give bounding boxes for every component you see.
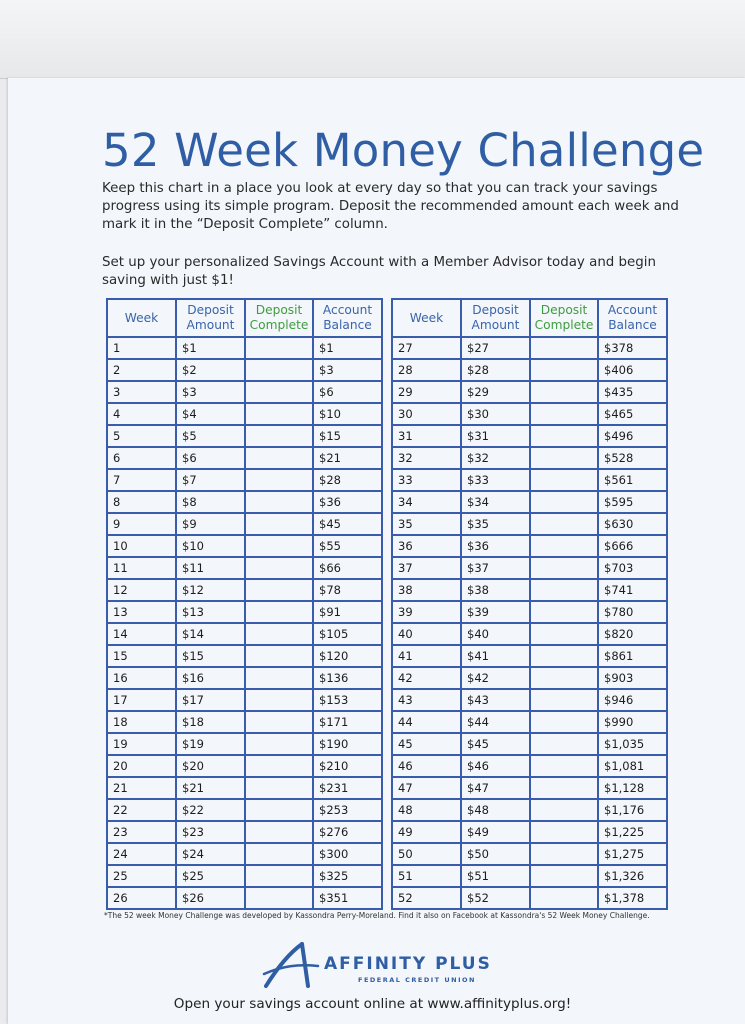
account-balance-cell: $1,225 <box>598 821 667 843</box>
account-balance-cell: $351 <box>313 887 382 909</box>
table-row <box>107 711 382 733</box>
table-row <box>392 777 667 799</box>
table-row <box>392 689 667 711</box>
deposit-amount-cell: $4 <box>176 403 245 425</box>
deposit-amount-cell: $15 <box>176 645 245 667</box>
deposit-amount-cell: $5 <box>176 425 245 447</box>
deposit-amount-cell: $44 <box>461 711 530 733</box>
week-cell: 37 <box>392 557 461 579</box>
deposit-amount-cell: $47 <box>461 777 530 799</box>
table-row <box>392 447 667 469</box>
week-cell: 46 <box>392 755 461 777</box>
table-row <box>392 425 667 447</box>
table-row <box>107 799 382 821</box>
deposit-amount-cell: $46 <box>461 755 530 777</box>
week-cell: 2 <box>107 359 176 381</box>
account-balance-cell: $105 <box>313 623 382 645</box>
table-row <box>392 491 667 513</box>
table-row <box>392 799 667 821</box>
deposit-complete-checkbox-cell[interactable] <box>530 557 598 579</box>
table-row <box>392 513 667 535</box>
account-balance-cell: $91 <box>313 601 382 623</box>
account-balance-cell: $300 <box>313 843 382 865</box>
account-balance-cell: $45 <box>313 513 382 535</box>
week-cell: 25 <box>107 865 176 887</box>
account-balance-cell: $990 <box>598 711 667 733</box>
deposit-amount-cell: $19 <box>176 733 245 755</box>
week-cell: 35 <box>392 513 461 535</box>
deposit-amount-cell: $16 <box>176 667 245 689</box>
account-balance-cell: $1,128 <box>598 777 667 799</box>
deposit-amount-cell: $11 <box>176 557 245 579</box>
table-row <box>107 887 382 909</box>
table-row <box>392 843 667 865</box>
header-deposit-amount: Deposit Amount <box>461 299 530 337</box>
account-balance-cell: $595 <box>598 491 667 513</box>
table-row <box>392 337 667 359</box>
week-cell: 51 <box>392 865 461 887</box>
deposit-complete-checkbox-cell[interactable] <box>245 535 313 557</box>
week-cell: 10 <box>107 535 176 557</box>
account-balance-cell: $10 <box>313 403 382 425</box>
week-cell: 39 <box>392 601 461 623</box>
week-cell: 8 <box>107 491 176 513</box>
deposit-amount-cell: $43 <box>461 689 530 711</box>
deposit-complete-checkbox-cell[interactable] <box>245 447 313 469</box>
table-row <box>392 821 667 843</box>
table-row <box>107 623 382 645</box>
deposit-amount-cell: $14 <box>176 623 245 645</box>
table-header-row <box>107 299 382 337</box>
table-row <box>392 887 667 909</box>
account-balance-cell: $903 <box>598 667 667 689</box>
deposit-amount-cell: $7 <box>176 469 245 491</box>
table-row <box>107 557 382 579</box>
week-cell: 44 <box>392 711 461 733</box>
deposit-amount-cell: $25 <box>176 865 245 887</box>
account-balance-cell: $1,176 <box>598 799 667 821</box>
table-row <box>107 579 382 601</box>
week-cell: 38 <box>392 579 461 601</box>
deposit-amount-cell: $22 <box>176 799 245 821</box>
week-cell: 17 <box>107 689 176 711</box>
deposit-amount-cell: $42 <box>461 667 530 689</box>
header-deposit-amount: Deposit Amount <box>176 299 245 337</box>
deposit-complete-checkbox-cell[interactable] <box>245 337 313 359</box>
table-row <box>107 667 382 689</box>
week-cell: 30 <box>392 403 461 425</box>
deposit-amount-cell: $10 <box>176 535 245 557</box>
week-cell: 21 <box>107 777 176 799</box>
table-row <box>392 755 667 777</box>
open-account-cta: Open your savings account online at www.affinityplus.org! <box>173 996 572 1012</box>
table-row <box>392 733 667 755</box>
setup-paragraph: Set up your personalized Savings Account with a Member Advisor today and begin saving with just $1! <box>102 255 657 288</box>
deposit-complete-checkbox-cell[interactable] <box>245 381 313 403</box>
week-cell: 26 <box>107 887 176 909</box>
week-cell: 31 <box>392 425 461 447</box>
account-balance-cell: $820 <box>598 623 667 645</box>
week-cell: 3 <box>107 381 176 403</box>
table-row <box>392 865 667 887</box>
affinity-plus-logo <box>262 940 512 990</box>
deposit-amount-cell: $20 <box>176 755 245 777</box>
account-balance-cell: $120 <box>313 645 382 667</box>
weeks-table-left-body <box>107 337 382 909</box>
table-row <box>107 645 382 667</box>
deposit-complete-checkbox-cell[interactable] <box>245 403 313 425</box>
week-cell: 6 <box>107 447 176 469</box>
week-cell: 40 <box>392 623 461 645</box>
intro-paragraph: Keep this chart in a place you look at every day so that you can track your savings progress using its simple program. Deposit the recommended amount each week and mark it in the “Deposit Complete” column. <box>102 181 679 232</box>
deposit-complete-checkbox-cell[interactable] <box>245 359 313 381</box>
deposit-amount-cell: $37 <box>461 557 530 579</box>
table-row <box>107 425 382 447</box>
week-cell: 41 <box>392 645 461 667</box>
account-balance-cell: $861 <box>598 645 667 667</box>
deposit-amount-cell: $49 <box>461 821 530 843</box>
header-deposit-complete: Deposit Complete <box>245 299 313 337</box>
account-balance-cell: $153 <box>313 689 382 711</box>
table-row <box>107 381 382 403</box>
deposit-amount-cell: $28 <box>461 359 530 381</box>
account-balance-cell: $1,378 <box>598 887 667 909</box>
deposit-amount-cell: $45 <box>461 733 530 755</box>
week-cell: 18 <box>107 711 176 733</box>
deposit-complete-checkbox-cell[interactable] <box>530 667 598 689</box>
week-cell: 9 <box>107 513 176 535</box>
week-cell: 24 <box>107 843 176 865</box>
week-cell: 15 <box>107 645 176 667</box>
deposit-complete-checkbox-cell[interactable] <box>530 469 598 491</box>
table-row <box>392 381 667 403</box>
deposit-complete-checkbox-cell[interactable] <box>245 711 313 733</box>
deposit-amount-cell: $12 <box>176 579 245 601</box>
account-balance-cell: $1,081 <box>598 755 667 777</box>
table-row <box>392 667 667 689</box>
deposit-complete-checkbox-cell[interactable] <box>530 755 598 777</box>
table-row <box>107 491 382 513</box>
deposit-amount-cell: $6 <box>176 447 245 469</box>
deposit-complete-checkbox-cell[interactable] <box>530 623 598 645</box>
account-balance-cell: $276 <box>313 821 382 843</box>
table-row <box>392 601 667 623</box>
table-row <box>392 403 667 425</box>
week-cell: 33 <box>392 469 461 491</box>
deposit-amount-cell: $51 <box>461 865 530 887</box>
week-cell: 19 <box>107 733 176 755</box>
deposit-complete-checkbox-cell[interactable] <box>245 557 313 579</box>
table-row <box>392 469 667 491</box>
table-row <box>392 557 667 579</box>
account-balance-cell: $78 <box>313 579 382 601</box>
logo-name: AFFINITY PLUS <box>324 954 492 974</box>
week-cell: 16 <box>107 667 176 689</box>
deposit-complete-checkbox-cell[interactable] <box>245 755 313 777</box>
header-week: Week <box>107 299 176 337</box>
week-cell: 11 <box>107 557 176 579</box>
deposit-amount-cell: $32 <box>461 447 530 469</box>
account-balance-cell: $703 <box>598 557 667 579</box>
deposit-complete-checkbox-cell[interactable] <box>530 359 598 381</box>
deposit-amount-cell: $23 <box>176 821 245 843</box>
deposit-complete-checkbox-cell[interactable] <box>530 821 598 843</box>
scanner-bed-strip <box>0 0 745 79</box>
account-balance-cell: $190 <box>313 733 382 755</box>
table-row <box>392 535 667 557</box>
table-row <box>107 535 382 557</box>
week-cell: 43 <box>392 689 461 711</box>
account-balance-cell: $780 <box>598 601 667 623</box>
deposit-complete-checkbox-cell[interactable] <box>245 645 313 667</box>
table-row <box>107 777 382 799</box>
deposit-amount-cell: $52 <box>461 887 530 909</box>
table-row <box>107 755 382 777</box>
deposit-complete-checkbox-cell[interactable] <box>530 601 598 623</box>
table-row <box>107 469 382 491</box>
account-balance-cell: $3 <box>313 359 382 381</box>
week-cell: 29 <box>392 381 461 403</box>
deposit-complete-checkbox-cell[interactable] <box>530 865 598 887</box>
deposit-complete-checkbox-cell[interactable] <box>530 645 598 667</box>
week-cell: 4 <box>107 403 176 425</box>
table-row <box>107 689 382 711</box>
week-cell: 48 <box>392 799 461 821</box>
deposit-amount-cell: $48 <box>461 799 530 821</box>
deposit-complete-checkbox-cell[interactable] <box>245 689 313 711</box>
account-balance-cell: $465 <box>598 403 667 425</box>
week-cell: 27 <box>392 337 461 359</box>
deposit-amount-cell: $35 <box>461 513 530 535</box>
week-cell: 42 <box>392 667 461 689</box>
deposit-complete-checkbox-cell[interactable] <box>245 887 313 909</box>
deposit-complete-checkbox-cell[interactable] <box>530 381 598 403</box>
deposit-complete-checkbox-cell[interactable] <box>530 403 598 425</box>
deposit-amount-cell: $27 <box>461 337 530 359</box>
account-balance-cell: $1,275 <box>598 843 667 865</box>
account-balance-cell: $406 <box>598 359 667 381</box>
deposit-amount-cell: $13 <box>176 601 245 623</box>
account-balance-cell: $435 <box>598 381 667 403</box>
week-cell: 23 <box>107 821 176 843</box>
table-row <box>107 403 382 425</box>
account-balance-cell: $325 <box>313 865 382 887</box>
deposit-amount-cell: $2 <box>176 359 245 381</box>
table-row <box>107 821 382 843</box>
account-balance-cell: $136 <box>313 667 382 689</box>
account-balance-cell: $528 <box>598 447 667 469</box>
table-row <box>392 579 667 601</box>
page-title: 52 Week Money Challenge <box>102 124 705 177</box>
table-row <box>392 623 667 645</box>
account-balance-cell: $55 <box>313 535 382 557</box>
deposit-amount-cell: $31 <box>461 425 530 447</box>
header-account-balance: Account Balance <box>313 299 382 337</box>
deposit-amount-cell: $24 <box>176 843 245 865</box>
account-balance-cell: $171 <box>313 711 382 733</box>
deposit-complete-checkbox-cell[interactable] <box>245 667 313 689</box>
week-cell: 1 <box>107 337 176 359</box>
deposit-complete-checkbox-cell[interactable] <box>245 799 313 821</box>
footnote: *The 52 week Money Challenge was developed by Kassondra Perry-Moreland. Find it also on Facebook at Kassondra's 52 Week Money Challenge. <box>104 911 650 920</box>
deposit-amount-cell: $17 <box>176 689 245 711</box>
deposit-complete-checkbox-cell[interactable] <box>530 689 598 711</box>
deposit-amount-cell: $18 <box>176 711 245 733</box>
deposit-amount-cell: $36 <box>461 535 530 557</box>
deposit-amount-cell: $38 <box>461 579 530 601</box>
deposit-complete-checkbox-cell[interactable] <box>530 733 598 755</box>
account-balance-cell: $630 <box>598 513 667 535</box>
deposit-complete-checkbox-cell[interactable] <box>245 513 313 535</box>
weeks-table-left <box>106 298 383 910</box>
deposit-amount-cell: $26 <box>176 887 245 909</box>
account-balance-cell: $253 <box>313 799 382 821</box>
table-row <box>107 865 382 887</box>
deposit-amount-cell: $9 <box>176 513 245 535</box>
week-cell: 36 <box>392 535 461 557</box>
account-balance-cell: $741 <box>598 579 667 601</box>
deposit-complete-checkbox-cell[interactable] <box>530 337 598 359</box>
table-row <box>107 733 382 755</box>
deposit-amount-cell: $30 <box>461 403 530 425</box>
week-cell: 32 <box>392 447 461 469</box>
table-row <box>392 645 667 667</box>
deposit-complete-checkbox-cell[interactable] <box>530 579 598 601</box>
account-balance-cell: $1,035 <box>598 733 667 755</box>
account-balance-cell: $28 <box>313 469 382 491</box>
deposit-amount-cell: $39 <box>461 601 530 623</box>
account-balance-cell: $1,326 <box>598 865 667 887</box>
week-cell: 12 <box>107 579 176 601</box>
table-row <box>392 359 667 381</box>
deposit-amount-cell: $33 <box>461 469 530 491</box>
deposit-complete-checkbox-cell[interactable] <box>530 711 598 733</box>
deposit-amount-cell: $29 <box>461 381 530 403</box>
week-cell: 34 <box>392 491 461 513</box>
account-balance-cell: $946 <box>598 689 667 711</box>
logo-subtitle: FEDERAL CREDIT UNION <box>358 976 476 984</box>
deposit-complete-checkbox-cell[interactable] <box>530 513 598 535</box>
week-cell: 14 <box>107 623 176 645</box>
deposit-complete-checkbox-cell[interactable] <box>530 887 598 909</box>
table-row <box>107 513 382 535</box>
deposit-complete-checkbox-cell[interactable] <box>245 601 313 623</box>
deposit-complete-checkbox-cell[interactable] <box>245 425 313 447</box>
deposit-amount-cell: $34 <box>461 491 530 513</box>
account-balance-cell: $210 <box>313 755 382 777</box>
week-cell: 49 <box>392 821 461 843</box>
deposit-amount-cell: $8 <box>176 491 245 513</box>
account-balance-cell: $666 <box>598 535 667 557</box>
weeks-table-right-body <box>392 337 667 909</box>
table-header-row <box>392 299 667 337</box>
week-cell: 47 <box>392 777 461 799</box>
deposit-complete-checkbox-cell[interactable] <box>530 447 598 469</box>
week-cell: 5 <box>107 425 176 447</box>
table-row <box>107 359 382 381</box>
affinity-a-logo-icon <box>262 940 322 990</box>
table-row <box>107 843 382 865</box>
deposit-complete-checkbox-cell[interactable] <box>530 491 598 513</box>
header-deposit-complete: Deposit Complete <box>530 299 598 337</box>
account-balance-cell: $378 <box>598 337 667 359</box>
deposit-amount-cell: $41 <box>461 645 530 667</box>
deposit-complete-checkbox-cell[interactable] <box>245 843 313 865</box>
week-cell: 52 <box>392 887 461 909</box>
weeks-table-right <box>391 298 668 910</box>
deposit-complete-checkbox-cell[interactable] <box>245 733 313 755</box>
account-balance-cell: $1 <box>313 337 382 359</box>
week-cell: 22 <box>107 799 176 821</box>
header-week: Week <box>392 299 461 337</box>
table-row <box>107 337 382 359</box>
deposit-complete-checkbox-cell[interactable] <box>530 425 598 447</box>
deposit-complete-checkbox-cell[interactable] <box>530 535 598 557</box>
deposit-complete-checkbox-cell[interactable] <box>530 777 598 799</box>
deposit-complete-checkbox-cell[interactable] <box>530 799 598 821</box>
account-balance-cell: $15 <box>313 425 382 447</box>
deposit-amount-cell: $21 <box>176 777 245 799</box>
deposit-amount-cell: $3 <box>176 381 245 403</box>
account-balance-cell: $6 <box>313 381 382 403</box>
deposit-amount-cell: $50 <box>461 843 530 865</box>
account-balance-cell: $496 <box>598 425 667 447</box>
account-balance-cell: $21 <box>313 447 382 469</box>
deposit-complete-checkbox-cell[interactable] <box>530 843 598 865</box>
deposit-complete-checkbox-cell[interactable] <box>245 821 313 843</box>
week-cell: 13 <box>107 601 176 623</box>
account-balance-cell: $561 <box>598 469 667 491</box>
deposit-complete-checkbox-cell[interactable] <box>245 623 313 645</box>
week-cell: 50 <box>392 843 461 865</box>
week-cell: 28 <box>392 359 461 381</box>
week-cell: 7 <box>107 469 176 491</box>
table-row <box>392 711 667 733</box>
account-balance-cell: $231 <box>313 777 382 799</box>
account-balance-cell: $66 <box>313 557 382 579</box>
deposit-amount-cell: $40 <box>461 623 530 645</box>
deposit-complete-checkbox-cell[interactable] <box>245 491 313 513</box>
deposit-complete-checkbox-cell[interactable] <box>245 469 313 491</box>
week-cell: 45 <box>392 733 461 755</box>
header-account-balance: Account Balance <box>598 299 667 337</box>
table-row <box>107 447 382 469</box>
account-balance-cell: $36 <box>313 491 382 513</box>
week-cell: 20 <box>107 755 176 777</box>
deposit-complete-checkbox-cell[interactable] <box>245 865 313 887</box>
deposit-complete-checkbox-cell[interactable] <box>245 579 313 601</box>
deposit-amount-cell: $1 <box>176 337 245 359</box>
deposit-complete-checkbox-cell[interactable] <box>245 777 313 799</box>
table-row <box>107 601 382 623</box>
